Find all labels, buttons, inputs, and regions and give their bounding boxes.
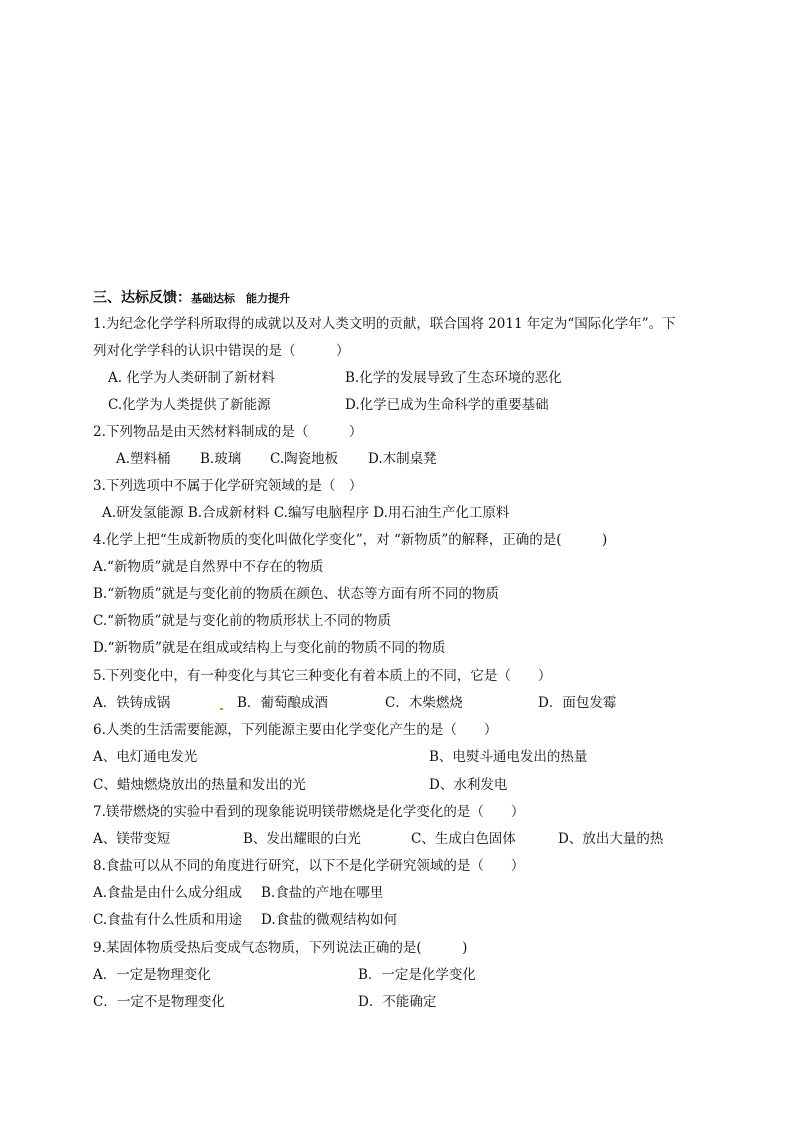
question-4-option-d: D.“新物质”就是在组成或结构上与变化前的物质不同的物质 <box>93 640 446 656</box>
section-subtitle: 基础达标 能力提升 <box>191 292 290 305</box>
question-7-stem: 7.镁带燃烧的实验中看到的现象能说明镁带燃烧是化学变化的是（ ） <box>93 804 525 820</box>
section-title: 三、达标反馈： <box>93 290 191 306</box>
question-7-option-d: D、放出大量的热 <box>558 831 664 847</box>
question-4-option-c: C.“新物质”就是与变化前的物质形状上不同的物质 <box>93 613 391 629</box>
question-4-option-a: A.“新物质”就是自然界中不存在的物质 <box>93 559 324 575</box>
question-4-stem: 4.化学上把“生成新物质的变化叫做化学变化”，对 “新物质”的解释，正确的是( ) <box>93 532 608 548</box>
question-3-stem: 3.下列选项中不属于化学研究领域的是（ ） <box>93 478 363 494</box>
question-9-option-b: B．一定是化学变化 <box>358 967 476 983</box>
question-6-option-b: B、电熨斗通电发出的热量 <box>429 749 588 765</box>
question-2-option-d: D.木制桌凳 <box>368 451 437 467</box>
question-6-stem: 6.人类的生活需要能源，下列能源主要由化学变化产生的是（ ） <box>93 722 498 738</box>
question-1-option-c: C.化学为人类提供了新能源 <box>108 397 271 413</box>
question-1-stem-line-2: 列对化学学科的认识中错误的是（ ） <box>93 343 350 359</box>
question-5-option-c: C．木柴燃烧 <box>385 695 463 711</box>
question-5-option-a: A．铁铸成锅 <box>93 695 171 711</box>
question-6-option-c: C、蜡烛燃烧放出的热量和发出的光 <box>93 777 306 793</box>
question-1-option-b: B.化学的发展导致了生态环境的恶化 <box>345 370 562 386</box>
question-1-stem-line-1: 1.为纪念化学学科所取得的成就以及对人类文明的贡献，联合国将 2011 年定为“国际化学年”。下 <box>93 316 676 332</box>
question-5-stem: 5.下列变化中，有一种变化与其它三种变化有着本质上的不同，它是（ ） <box>93 668 552 684</box>
question-5-option-b: B．葡萄酿成酒 <box>237 695 328 711</box>
question-9-option-d: D．不能确定 <box>358 994 437 1010</box>
question-8-option-c: C.食盐有什么性质和用途 <box>93 912 243 928</box>
question-6-option-d: D、水利发电 <box>429 777 508 793</box>
question-9-option-a: A．一定是物理变化 <box>93 967 211 983</box>
question-1-option-a: A. 化学为人类研制了新材料 <box>108 370 275 386</box>
question-2-stem: 2.下列物品是由天然材料制成的是（ ） <box>93 424 363 440</box>
question-1-option-d: D.化学已成为生命科学的重要基础 <box>345 397 549 413</box>
question-4-option-b: B.“新物质”就是与变化前的物质在颜色、状态等方面有所不同的物质 <box>93 586 500 602</box>
question-8-stem: 8.食盐可以从不同的角度进行研究，以下不是化学研究领域的是（ ） <box>93 858 525 874</box>
question-9-option-c: C．一定不是物理变化 <box>93 994 225 1010</box>
question-3-options: A.研发氢能源 B.合成新材料 C.编写电脑程序 D.用石油生产化工原料 <box>102 505 510 521</box>
question-9-stem: 9.某固体物质受热后变成气态物质，下列说法正确的是( ) <box>93 940 468 956</box>
question-8-option-a: A.食盐是由什么成分组成 <box>93 885 243 901</box>
question-7-option-b: B、发出耀眼的白光 <box>243 831 361 847</box>
question-2-option-a: A.塑料桶 <box>116 451 171 467</box>
question-8-option-b: B.食盐的产地在哪里 <box>261 885 384 901</box>
question-2-option-c: C.陶瓷地板 <box>270 451 339 467</box>
question-8-option-d: D.食盐的微观结构如何 <box>261 912 398 928</box>
question-7-option-c: C、生成白色固体 <box>411 831 516 847</box>
question-7-option-a: A、镁带变短 <box>93 831 171 847</box>
question-5-option-d: D．面包发霉 <box>538 695 617 711</box>
stray-mark <box>220 708 223 710</box>
question-2-option-b: B.玻璃 <box>200 451 242 467</box>
section-heading <box>93 289 290 308</box>
question-6-option-a: A、电灯通电发光 <box>93 749 198 765</box>
